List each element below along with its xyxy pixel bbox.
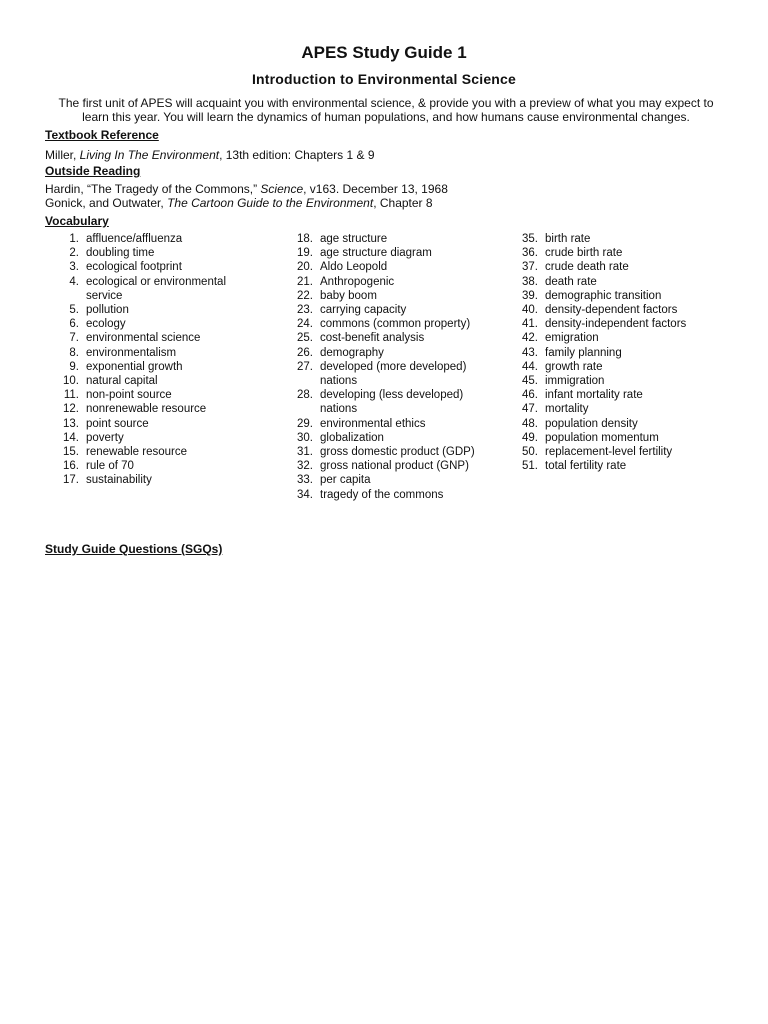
- vocab-item-number: 50.: [522, 446, 538, 459]
- vocab-item-number: 36.: [522, 247, 538, 260]
- vocab-item: [519, 445, 739, 459]
- outside-reading-gonick: [45, 196, 433, 210]
- vocab-item: [54, 417, 254, 431]
- vocab-item: [54, 402, 254, 416]
- vocab-item: [293, 303, 498, 317]
- vocab-item-term: population density: [545, 417, 638, 430]
- vocab-item-number: 13.: [63, 417, 79, 430]
- vocab-item-number: 44.: [522, 360, 538, 373]
- sgq-heading: Study Guide Questions (SGQs): [45, 542, 223, 556]
- vocab-item-term: population momentum: [545, 431, 659, 444]
- vocab-item-term: replacement-level fertility: [545, 446, 673, 459]
- vocab-item: [293, 360, 498, 388]
- vocab-item: [293, 331, 498, 345]
- textbook-title: Living In The Environment: [79, 148, 220, 162]
- vocab-item-term: age structure diagram: [320, 247, 432, 260]
- vocab-item: [54, 303, 254, 317]
- vocab-item: [519, 374, 739, 388]
- vocab-item-number: 16.: [63, 460, 79, 473]
- vocab-item-number: 25.: [297, 332, 313, 345]
- vocab-item-term: natural capital: [86, 375, 158, 388]
- vocab-item: [54, 431, 254, 445]
- vocab-item-term: tragedy of the commons: [320, 488, 444, 501]
- vocab-item: [519, 388, 739, 402]
- vocab-item-term: growth rate: [545, 360, 603, 373]
- vocab-item-number: 45.: [522, 375, 538, 388]
- vocab-item-number: 19.: [297, 247, 313, 260]
- outside-reading-hardin: [45, 182, 448, 196]
- vocab-item-term: poverty: [86, 431, 124, 444]
- vocab-item: [293, 488, 498, 502]
- vocab-item-number: 37.: [522, 261, 538, 274]
- vocab-item-number: 39.: [522, 289, 538, 302]
- vocab-column-3: [519, 232, 739, 473]
- vocab-item-term: ecological or environmental service: [86, 275, 226, 302]
- vocab-item: [293, 445, 498, 459]
- vocab-item-number: 51.: [522, 460, 538, 473]
- vocab-item-number: 41.: [522, 318, 538, 331]
- vocab-item-number: 47.: [522, 403, 538, 416]
- vocab-item-number: 28.: [297, 389, 313, 402]
- vocab-item-term: environmentalism: [86, 346, 177, 359]
- vocab-item-term: crude birth rate: [545, 247, 623, 260]
- page-subtitle: Introduction to Environmental Science: [251, 71, 517, 87]
- vocab-item: [519, 275, 739, 289]
- vocab-item-term: family planning: [545, 346, 622, 359]
- vocab-item-term: baby boom: [320, 289, 377, 302]
- vocab-item-term: nonrenewable resource: [86, 403, 207, 416]
- hardin-pre: Hardin, “The Tragedy of the Commons,”: [45, 182, 261, 196]
- vocab-item: [519, 303, 739, 317]
- textbook-author: Miller,: [45, 148, 80, 162]
- vocab-item-number: 23.: [297, 304, 313, 317]
- vocab-item: [54, 346, 254, 360]
- vocab-item: [54, 275, 254, 303]
- vocab-item-term: developing (less developed) nations: [320, 389, 464, 416]
- vocab-item-term: doubling time: [86, 247, 155, 260]
- vocab-item-number: 48.: [522, 417, 538, 430]
- vocab-item-number: 2.: [69, 247, 79, 260]
- vocab-item: [54, 246, 254, 260]
- vocab-item-term: environmental science: [86, 332, 201, 345]
- vocab-item-term: mortality: [545, 403, 589, 416]
- vocab-item-term: cost-benefit analysis: [320, 332, 425, 345]
- vocab-item-number: 21.: [297, 275, 313, 288]
- page-title: APES Study Guide 1: [301, 43, 467, 62]
- vocab-item-number: 5.: [69, 304, 79, 317]
- vocab-item-number: 30.: [297, 431, 313, 444]
- vocab-item-number: 9.: [69, 360, 79, 373]
- vocab-item-number: 42.: [522, 332, 538, 345]
- vocab-item-number: 43.: [522, 346, 538, 359]
- vocab-item: [519, 260, 739, 274]
- vocab-item-term: environmental ethics: [320, 417, 426, 430]
- vocab-item: [54, 388, 254, 402]
- gonick-pre: Gonick, and Outwater,: [45, 196, 168, 210]
- vocab-item-term: ecological footprint: [86, 261, 182, 274]
- vocab-item-term: renewable resource: [86, 446, 188, 459]
- vocab-item-term: non-point source: [86, 389, 172, 402]
- vocab-item-number: 40.: [522, 304, 538, 317]
- vocab-item-term: carrying capacity: [320, 304, 407, 317]
- vocab-item: [293, 232, 498, 246]
- vocab-item-term: per capita: [320, 474, 371, 487]
- vocab-item-term: total fertility rate: [545, 460, 627, 473]
- vocab-item-number: 26.: [297, 346, 313, 359]
- vocab-item: [293, 417, 498, 431]
- vocab-item-term: age structure: [320, 233, 388, 245]
- vocab-item-term: commons (common property): [320, 318, 471, 331]
- vocab-item-term: infant mortality rate: [545, 389, 643, 402]
- vocab-item-term: affluence/affluenza: [86, 233, 183, 245]
- vocab-item: [519, 417, 739, 431]
- vocab-item: [293, 346, 498, 360]
- vocab-item: [54, 260, 254, 274]
- gonick-book: The Cartoon Guide to the Environment: [167, 196, 374, 210]
- vocab-item-number: 17.: [63, 474, 79, 487]
- textbook-heading: Textbook Reference: [45, 128, 159, 142]
- vocab-item: [519, 289, 739, 303]
- vocab-item-number: 32.: [297, 460, 313, 473]
- vocab-item-term: crude death rate: [545, 261, 629, 274]
- vocab-item: [293, 246, 498, 260]
- vocab-item-term: gross national product (GNP): [320, 460, 469, 473]
- vocab-item-term: pollution: [86, 304, 129, 317]
- vocab-item-term: emigration: [545, 332, 599, 345]
- vocab-item-number: 4.: [69, 275, 79, 288]
- vocab-item-number: 15.: [63, 446, 79, 459]
- vocab-item-term: demographic transition: [545, 289, 662, 302]
- vocab-item-number: 34.: [297, 488, 313, 501]
- vocab-item-term: death rate: [545, 275, 597, 288]
- vocab-item-number: 29.: [297, 417, 313, 430]
- textbook-edition: , 13th edition: Chapters 1 & 9: [219, 148, 375, 162]
- vocab-item: [54, 331, 254, 345]
- vocab-item: [54, 232, 254, 246]
- vocab-item-term: exponential growth: [86, 360, 183, 373]
- vocab-item-number: 11.: [63, 389, 79, 402]
- vocab-item: [293, 459, 498, 473]
- vocab-column-1: [54, 232, 254, 488]
- vocabulary-heading: Vocabulary: [45, 214, 109, 228]
- vocab-item-term: developed (more developed) nations: [320, 360, 467, 388]
- vocab-item-term: Aldo Leopold: [320, 261, 388, 274]
- vocab-item-number: 12.: [63, 403, 79, 416]
- vocab-item-number: 24.: [297, 318, 313, 331]
- vocab-item-term: sustainability: [86, 474, 152, 487]
- vocab-column-2: [293, 232, 498, 502]
- vocab-item-number: 31.: [297, 446, 313, 459]
- vocab-item-number: 6.: [69, 318, 79, 331]
- textbook-citation: [45, 148, 375, 162]
- vocab-item-number: 8.: [69, 346, 79, 359]
- vocab-item-term: density-independent factors: [545, 318, 687, 331]
- gonick-post: , Chapter 8: [373, 196, 433, 210]
- vocab-item: [519, 459, 739, 473]
- vocab-item: [293, 289, 498, 303]
- vocab-item-number: 35.: [522, 233, 538, 245]
- vocab-item-term: globalization: [320, 431, 384, 444]
- vocab-item: [54, 360, 254, 374]
- vocab-item: [293, 317, 498, 331]
- vocab-item: [519, 402, 739, 416]
- intro-paragraph: The first unit of APES will acquaint you with environmental science, & provide you with a preview of what you may expect to learn this year. You will learn the dynamics of human populations, and how humans cause environmental changes.: [58, 96, 714, 124]
- hardin-post: , v163. December 13, 1968: [303, 182, 448, 196]
- vocab-item: [54, 459, 254, 473]
- vocab-item-number: 3.: [69, 261, 79, 274]
- vocab-item-term: point source: [86, 417, 149, 430]
- vocab-item: [293, 431, 498, 445]
- vocab-item-term: demography: [320, 346, 384, 359]
- vocab-item-term: Anthropogenic: [320, 275, 395, 288]
- vocab-item-number: 7.: [69, 332, 79, 345]
- vocab-item-number: 14.: [63, 431, 79, 444]
- vocab-item: [293, 388, 498, 416]
- vocab-item-number: 33.: [297, 474, 313, 487]
- vocab-item: [293, 275, 498, 289]
- vocab-item: [293, 473, 498, 487]
- vocab-item-number: 46.: [522, 389, 538, 402]
- vocab-item-term: ecology: [86, 318, 126, 331]
- vocab-item: [519, 232, 739, 246]
- vocab-item-term: density-dependent factors: [545, 304, 678, 317]
- vocab-item: [519, 246, 739, 260]
- vocab-item-number: 27.: [297, 360, 313, 373]
- vocab-item: [54, 445, 254, 459]
- vocab-item-number: 22.: [297, 289, 313, 302]
- vocab-item-number: 38.: [522, 275, 538, 288]
- vocab-item: [293, 260, 498, 274]
- vocab-item-number: 10.: [63, 375, 79, 388]
- vocab-item: [54, 317, 254, 331]
- vocab-item: [54, 374, 254, 388]
- vocab-item-number: 1.: [69, 233, 79, 245]
- vocab-item-term: gross domestic product (GDP): [320, 446, 475, 459]
- outside-reading-heading: Outside Reading: [45, 164, 141, 178]
- vocab-item-term: rule of 70: [86, 460, 134, 473]
- vocab-item: [519, 431, 739, 445]
- vocab-item-term: birth rate: [545, 233, 591, 245]
- vocab-item: [519, 317, 739, 331]
- vocab-item: [54, 473, 254, 487]
- vocab-item-term: immigration: [545, 375, 605, 388]
- vocab-item: [519, 331, 739, 345]
- vocab-item: [519, 360, 739, 374]
- hardin-journal: Science: [260, 182, 304, 196]
- vocab-item-number: 49.: [522, 431, 538, 444]
- vocab-item-number: 18.: [297, 233, 313, 245]
- vocab-item: [519, 346, 739, 360]
- vocab-item-number: 20.: [297, 261, 313, 274]
